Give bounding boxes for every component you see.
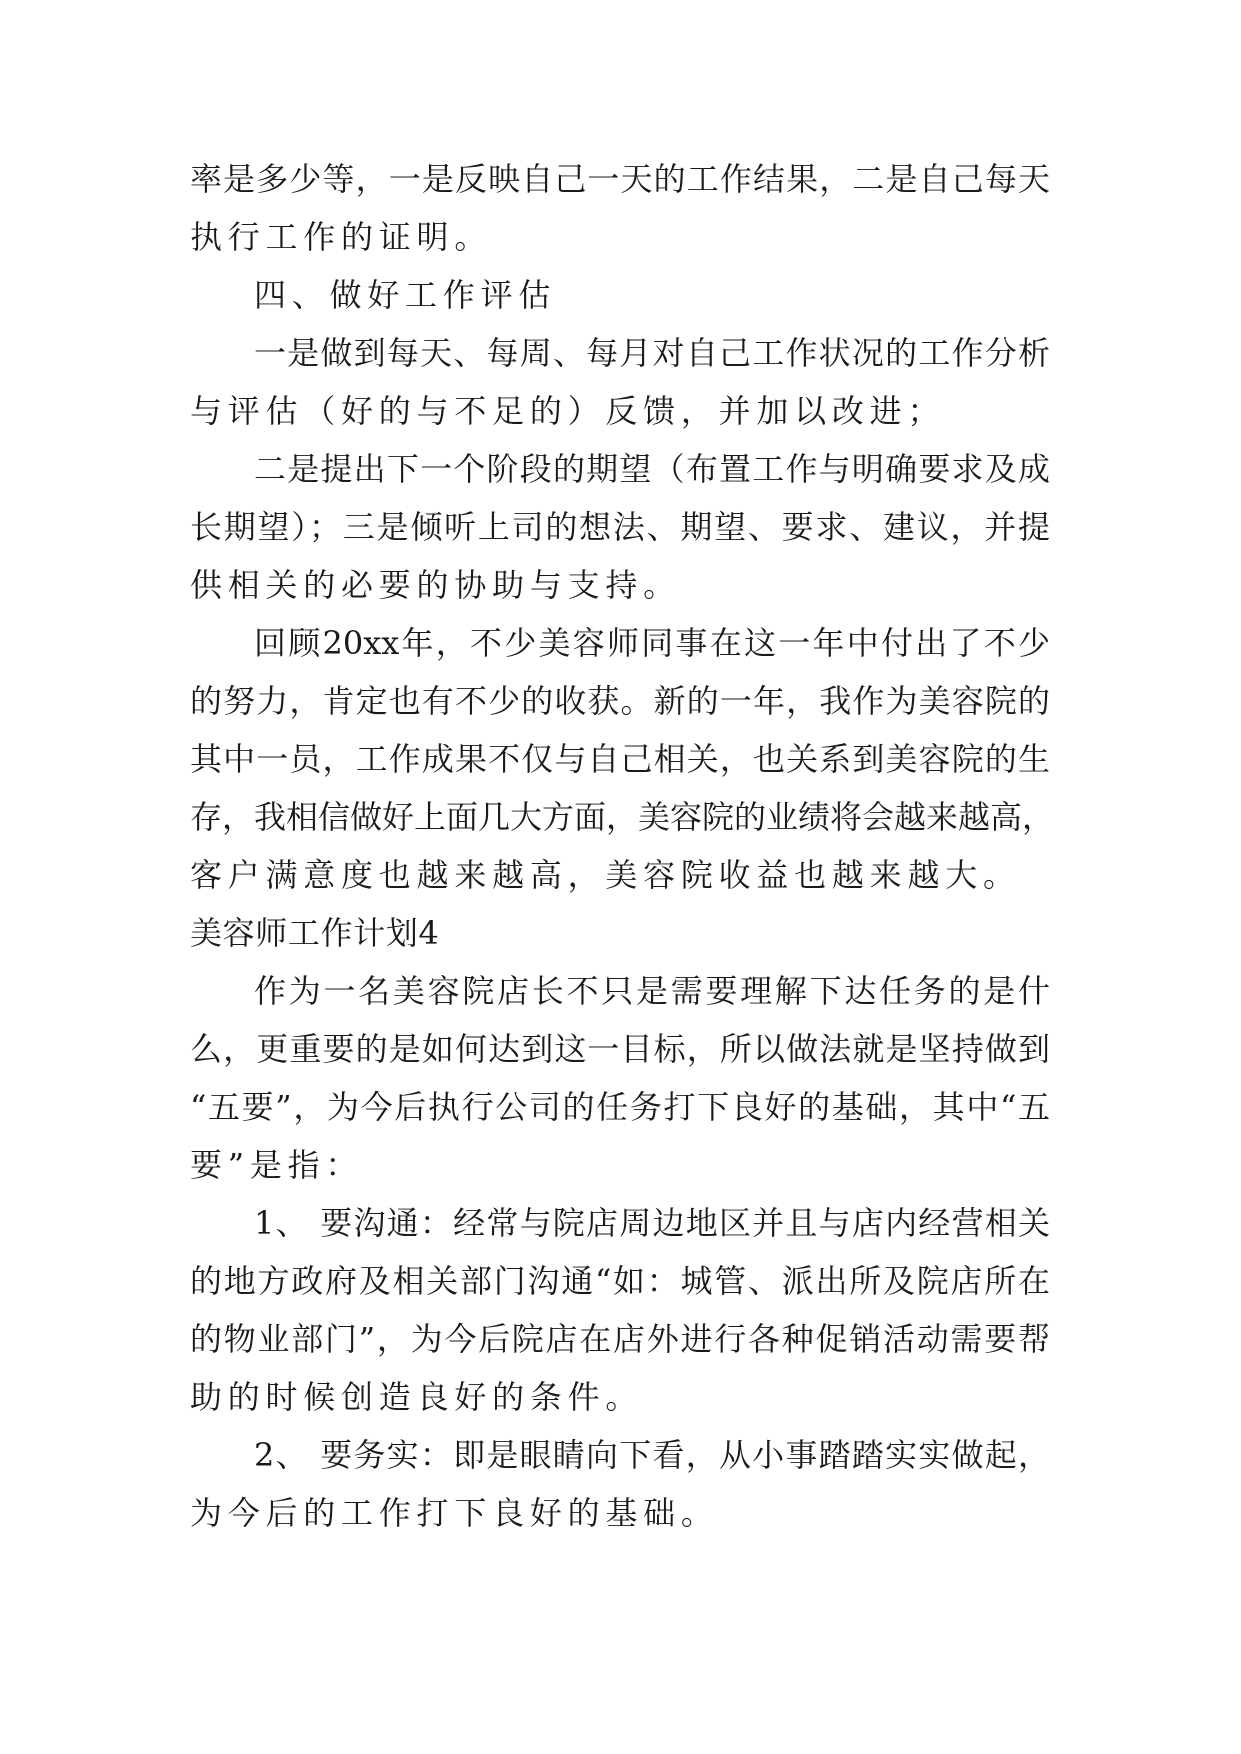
list-item-text: 1、 要沟通：经常与院店周边地区并且与店内经营相关 <box>254 1204 1050 1242</box>
plan-title: 美容师工作计划4 <box>190 914 440 952</box>
text-line: 的地方政府及相关部门沟通“如：城管、派出所及院店所在 <box>190 1262 1050 1300</box>
text-line: 与评估（好的与不足的）反馈，并加以改进； <box>190 392 946 430</box>
text-line: “五要”，为今后执行公司的任务打下良好的基础，其中“五 <box>190 1088 1050 1126</box>
text-line: 作为一名美容院店长不只是需要理解下达任务的是什 <box>254 972 1050 1010</box>
text-line: 其中一员，工作成果不仅与自己相关，也关系到美容院的生 <box>190 740 1050 778</box>
text-line: 长期望）；三是倾听上司的想法、期望、要求、建议，并提 <box>190 508 1050 546</box>
text-line: 供相关的必要的协助与支持。 <box>190 566 681 604</box>
text-line: 回顾20xx年，不少美容师同事在这一年中付出了不少 <box>254 624 1050 662</box>
section-heading: 四、做好工作评估 <box>254 276 557 314</box>
list-item-text: 2、 要务实：即是眼睛向下看，从小事踏踏实实做起， <box>254 1436 1050 1474</box>
text-line: 一是做到每天、每周、每月对自己工作状况的工作分析 <box>254 334 1050 372</box>
text-line: 的物业部门”，为今后院店在店外进行各种促销活动需要帮 <box>190 1320 1050 1358</box>
text-line: 助的时候创造良好的条件。 <box>190 1378 644 1416</box>
text-line: 二是提出下一个阶段的期望（布置工作与明确要求及成 <box>254 450 1050 488</box>
text-line: 率是多少等，一是反映自己一天的工作结果，二是自己每天 <box>190 160 1050 198</box>
document-page <box>190 150 1055 1542</box>
text-line: 的努力，肯定也有不少的收获。新的一年，我作为美容院的 <box>190 682 1050 720</box>
text-line: 为今后的工作打下良好的基础。 <box>190 1494 719 1532</box>
text-line: 要”是指： <box>190 1146 364 1184</box>
text-line: 客户满意度也越来越高，美容院收益也越来越大。 <box>190 856 1021 894</box>
text-line: 执行工作的证明。 <box>190 218 493 256</box>
text-line: 么，更重要的是如何达到这一目标，所以做法就是坚持做到 <box>190 1030 1050 1068</box>
text-line: 存，我相信做好上面几大方面，美容院的业绩将会越来越高， <box>190 798 1055 836</box>
